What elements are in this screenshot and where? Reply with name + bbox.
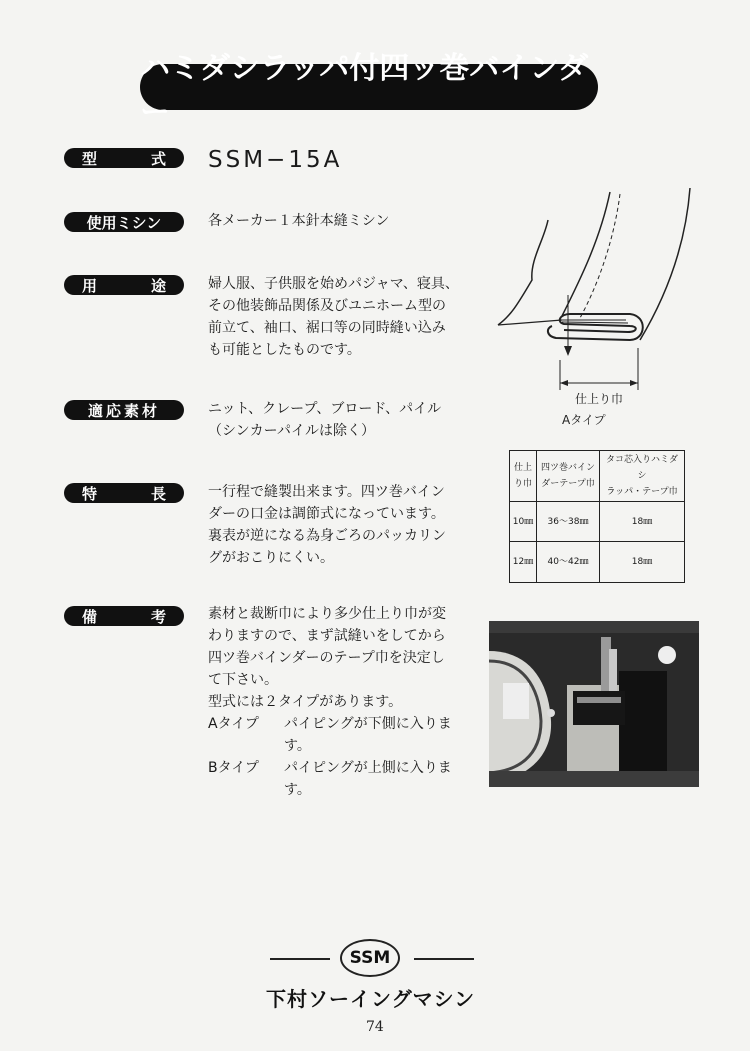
material-text: ニット、クレープ、ブロード、パイル （シンカーパイルは除く） [208, 401, 442, 439]
header-trumpet-tape: タコ芯入りハミダシ ラッパ・テープ巾 [600, 451, 685, 502]
label-machine: 使用ミシン [64, 212, 184, 232]
type-label: Aタイプ [562, 413, 606, 427]
label-model: 型 式 [64, 148, 184, 168]
product-photo [489, 621, 699, 787]
page-number: 74 [366, 1019, 384, 1035]
label-feature: 特 長 [64, 483, 184, 503]
model-value: SSM−15A [208, 147, 343, 173]
feature-text: 一行程で縫製出来ます。四ツ巻バイン ダーの口金は調節式になっています。 裏表が逆になる為身ごろのパッカリン グがおこりにくい。 [208, 484, 446, 566]
type-b-name: Bタイプ [208, 760, 259, 776]
type-a-name: Aタイプ [208, 716, 259, 732]
header-finish: 仕上 り巾 [510, 451, 537, 502]
logo-line-right [414, 958, 474, 960]
label-material: 適応素材 [64, 400, 184, 420]
logo-mark: SSM [340, 939, 400, 977]
type-a-desc: パイピングが下側に入りま [284, 716, 452, 732]
table-row: 10㎜ 36〜38㎜ 18㎜ [510, 502, 685, 542]
table-row: 12㎜ 40〜42㎜ 18㎜ [510, 542, 685, 583]
machine-value: 各メーカー１本針本縫ミシン [208, 213, 390, 229]
notes-text: 素材と裁断巾により多少仕上り巾が変 わりますので、まず試縫いをしてから 四ツ巻バインダーのテープ巾を決定し て下さい。 型式には２タイプがあります。 Aタイプ パイピングが下側に入りま す。 Bタイプ パイピングが上側に入りま す。 [208, 606, 452, 798]
title-banner [140, 51, 598, 130]
usage-text: 婦人服、子供服を始めパジャマ、寝具、 その他装飾品関係及びユニホーム型の 前立て、袖口、裾口等の同時縫い込み も可能としたものです。 [208, 276, 459, 358]
logo [270, 935, 474, 981]
type-b-desc: パイピングが上側に入りま [284, 760, 452, 776]
width-label: 仕上り巾 [575, 392, 624, 406]
company-name: 下村ソーイングマシン [266, 987, 476, 1011]
page-title: ハミダシラッパ付四ッ巻バインダー [140, 51, 589, 130]
label-notes: 備 考 [64, 606, 184, 626]
logo-line-left [270, 958, 330, 960]
spec-table [509, 450, 685, 583]
table-header-row [510, 451, 685, 502]
header-binder-tape: 四ツ巻バイン ダーテープ巾 [537, 451, 600, 502]
label-usage: 用 途 [64, 275, 184, 295]
